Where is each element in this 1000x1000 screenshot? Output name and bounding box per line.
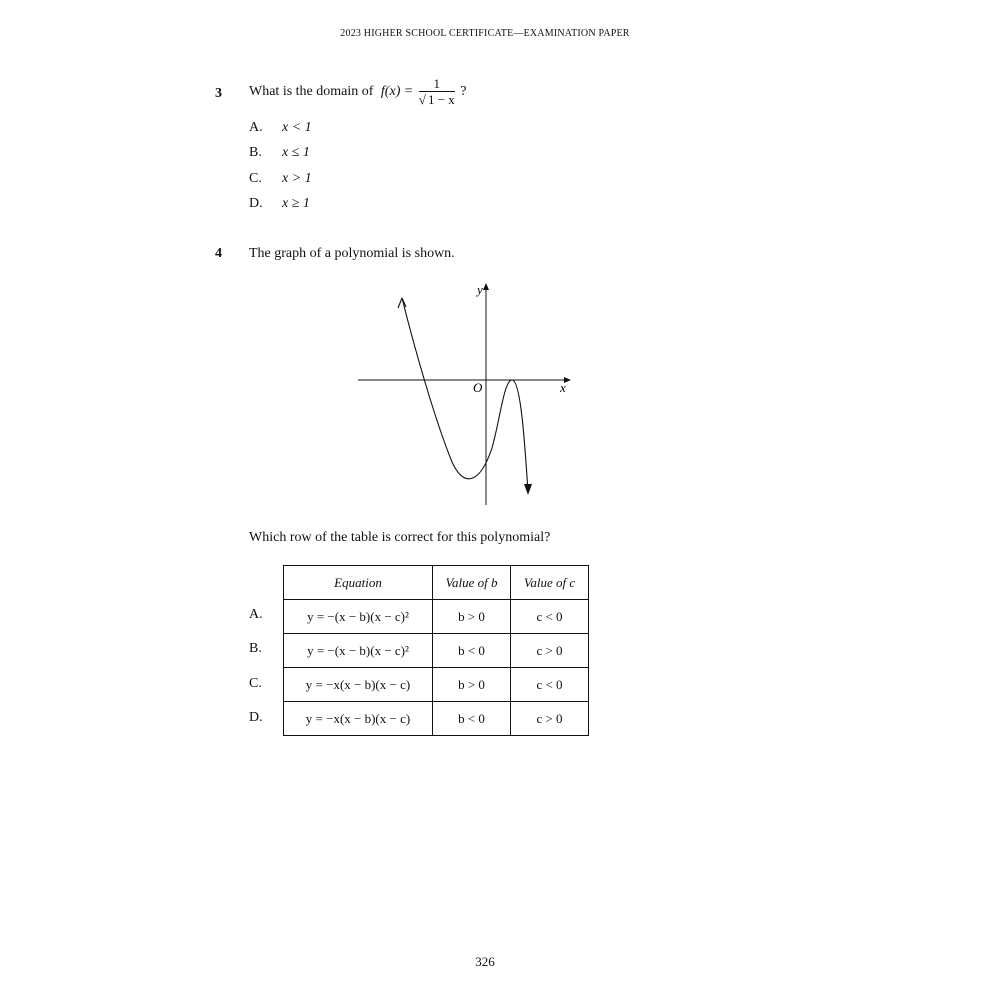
answer-table bbox=[283, 565, 589, 736]
table-row bbox=[284, 600, 589, 634]
fraction-denominator bbox=[419, 92, 455, 108]
question-3-text: What is the domain of bbox=[249, 84, 374, 99]
header-value-c: Value of c bbox=[511, 566, 589, 600]
value-b-cell: b > 0 bbox=[433, 600, 511, 634]
page-number: 326 bbox=[475, 954, 495, 969]
row-label-c: C. bbox=[249, 676, 262, 691]
table-row bbox=[284, 702, 589, 736]
sqrt-sign: √ bbox=[418, 92, 426, 107]
option-text: x > 1 bbox=[282, 171, 312, 186]
option-label: A. bbox=[249, 120, 263, 135]
row-label-d: D. bbox=[249, 710, 263, 725]
equation-cell: y = −(x − b)(x − c)² bbox=[284, 634, 433, 668]
value-b-cell: b < 0 bbox=[433, 634, 511, 668]
q3-option-b bbox=[249, 145, 310, 161]
curve-arrow-right bbox=[524, 484, 532, 495]
option-text: x ≥ 1 bbox=[282, 196, 310, 211]
question-3-fraction bbox=[419, 76, 455, 108]
row-label-a: A. bbox=[249, 607, 263, 622]
option-text: x < 1 bbox=[282, 120, 312, 135]
origin-label: O bbox=[473, 380, 483, 395]
question-4-number: 4 bbox=[215, 246, 222, 261]
question-3-function: f(x) = bbox=[380, 84, 414, 99]
q3-option-a bbox=[249, 120, 312, 136]
header-value-b: Value of b bbox=[433, 566, 511, 600]
equation-cell: y = −x(x − b)(x − c) bbox=[284, 668, 433, 702]
question-3-number: 3 bbox=[215, 86, 222, 101]
polynomial-curve bbox=[402, 298, 528, 492]
value-b-cell: b < 0 bbox=[433, 702, 511, 736]
table-row bbox=[284, 668, 589, 702]
value-c-cell: c > 0 bbox=[511, 702, 589, 736]
value-c-cell: c < 0 bbox=[511, 668, 589, 702]
polynomial-graph bbox=[340, 270, 585, 515]
option-label: D. bbox=[249, 196, 263, 211]
option-text: x ≤ 1 bbox=[282, 145, 310, 160]
x-axis-label: x bbox=[560, 380, 566, 395]
table-header-row bbox=[284, 566, 589, 600]
question-3-prompt bbox=[249, 76, 467, 108]
equation-cell: y = −x(x − b)(x − c) bbox=[284, 702, 433, 736]
table-row bbox=[284, 634, 589, 668]
question-3-suffix: ? bbox=[460, 84, 467, 99]
value-c-cell: c < 0 bbox=[511, 600, 589, 634]
q3-option-d bbox=[249, 196, 310, 212]
value-c-cell: c > 0 bbox=[511, 634, 589, 668]
value-b-cell: b > 0 bbox=[433, 668, 511, 702]
sqrt-radicand: 1 − x bbox=[427, 92, 455, 107]
row-label-b: B. bbox=[249, 641, 262, 656]
page-header: 2023 HIGHER SCHOOL CERTIFICATE—EXAMINATION PAPER bbox=[340, 28, 630, 39]
question-4-prompt: The graph of a polynomial is shown. bbox=[249, 246, 455, 261]
option-label: C. bbox=[249, 171, 262, 186]
table-prompt: Which row of the table is correct for this polynomial? bbox=[249, 530, 551, 545]
option-label: B. bbox=[249, 145, 262, 160]
equation-cell: y = −(x − b)(x − c)² bbox=[284, 600, 433, 634]
q3-option-c bbox=[249, 171, 312, 187]
fraction-numerator: 1 bbox=[419, 76, 455, 92]
y-axis-label: y bbox=[477, 282, 483, 297]
header-equation: Equation bbox=[284, 566, 433, 600]
